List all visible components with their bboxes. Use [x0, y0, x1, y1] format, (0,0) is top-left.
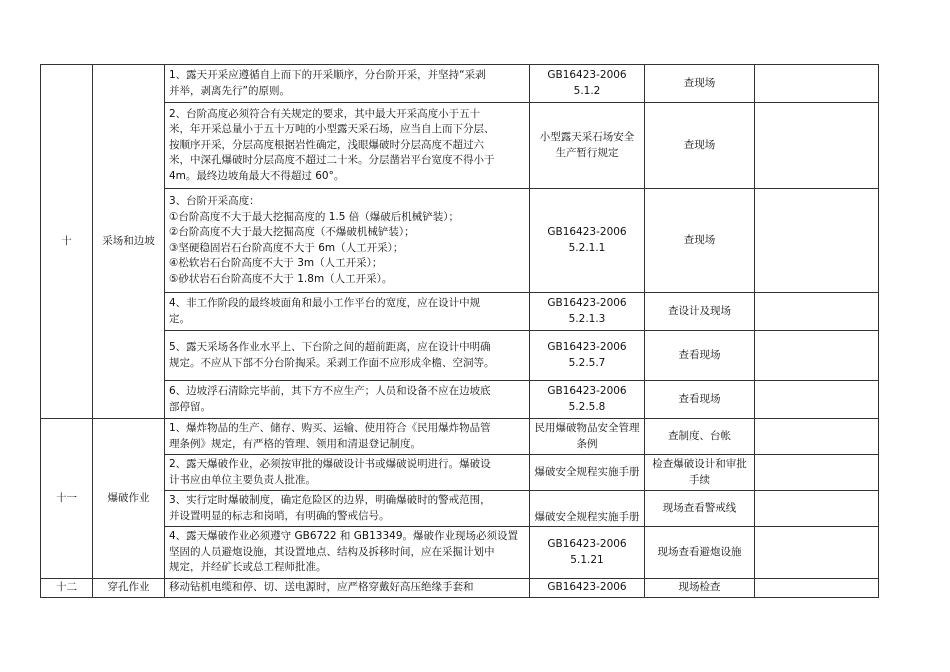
item-remark — [755, 331, 879, 381]
inspection-table — [40, 64, 879, 598]
item-remark — [755, 455, 879, 491]
item-check-method: 查现场 — [645, 65, 755, 103]
table-row — [41, 189, 879, 293]
item-remark — [755, 527, 879, 579]
item-remark — [755, 65, 879, 103]
item-content: 3、实行定时爆破制度，确定危险区的边界，明确爆破时的警戒范围， 并设置明显的标志和岗哨，有明确的警戒信号。 — [165, 491, 530, 527]
item-content: 1、露天开采应遵循自上而下的开采顺序，分台阶开采，并坚持“采剥 并举，剥离先行”的原则。 — [165, 65, 530, 103]
item-content: 6、边坡浮石清除完毕前，其下方不应生产；人员和设备不应在边坡底 部停留。 — [165, 381, 530, 419]
item-content: 5、露天采场各作业水平上、下台阶之间的超前距离，应在设计中明确 规定。不应从下部不分台阶掏采。采剥工作面不应形成伞檐、空洞等。 — [165, 331, 530, 381]
item-remark — [755, 579, 879, 598]
item-check-method: 查看现场 — [645, 331, 755, 381]
table-row — [41, 455, 879, 491]
item-standard: 爆破安全规程实施手册 — [530, 455, 645, 491]
section-number: 十二 — [41, 579, 93, 598]
item-standard: GB16423-2006 5.2.5.8 — [530, 381, 645, 419]
item-standard: GB16423-2006 5.1.2 — [530, 65, 645, 103]
section-category: 采场和边坡 — [93, 65, 165, 419]
item-check-method: 现场查看警戒线 — [645, 491, 755, 527]
item-remark — [755, 189, 879, 293]
item-remark — [755, 293, 879, 331]
table-row — [41, 579, 879, 598]
item-check-method: 查制度、台帐 — [645, 419, 755, 455]
item-standard: 爆破安全规程实施手册 — [530, 491, 645, 527]
table-row — [41, 419, 879, 455]
item-check-method: 查看现场 — [645, 381, 755, 419]
item-standard: GB16423-2006 — [530, 579, 645, 598]
item-remark — [755, 381, 879, 419]
item-content: 3、台阶开采高度： ①台阶高度不大于最大挖掘高度的 1.5 倍（爆破后机械铲装）； ②台阶高度不大于最大挖掘高度（不爆破机械铲装）； ③坚硬稳固岩石台阶高度不大于 6m（人工开采）； ④松软岩石台阶高度不大于 3m（人工开采）； ⑤砂状岩石台阶高度不大于 1.8m（人工开采）。 — [165, 189, 530, 293]
section-number: 十一 — [41, 419, 93, 579]
item-content: 移动钻机电缆和停、切、送电源时，应严格穿戴好高压绝缘手套和 — [165, 579, 530, 598]
table-row — [41, 527, 879, 579]
section-category: 爆破作业 — [93, 419, 165, 579]
section-number: 十 — [41, 65, 93, 419]
item-check-method: 查现场 — [645, 103, 755, 189]
table-row — [41, 491, 879, 527]
item-check-method: 检查爆破设计和审批 手续 — [645, 455, 755, 491]
item-standard: 民用爆破物品安全管理 条例 — [530, 419, 645, 455]
item-remark — [755, 491, 879, 527]
table-row — [41, 65, 879, 103]
item-standard: GB16423-2006 5.2.1.3 — [530, 293, 645, 331]
section-category: 穿孔作业 — [93, 579, 165, 598]
item-content: 4、非工作阶段的最终坡面角和最小工作平台的宽度，应在设计中规 定。 — [165, 293, 530, 331]
item-standard: GB16423-2006 5.2.5.7 — [530, 331, 645, 381]
item-check-method: 查设计及现场 — [645, 293, 755, 331]
item-content: 1、爆炸物品的生产、储存、购买、运输、使用符合《民用爆炸物品管 理条例》规定，有严格的管理、领用和清退登记制度。 — [165, 419, 530, 455]
item-standard: 小型露天采石场安全 生产暂行规定 — [530, 103, 645, 189]
item-content: 2、台阶高度必须符合有关规定的要求，其中最大开采高度小于五十 米，年开采总量小于五十万吨的小型露天采石场，应当自上而下分层、 按顺序开采，分层高度根据岩性确定，浅眼爆破时分层高度不超过六 米，中深孔爆破时分层高度不超过二十米。分层凿岩平台宽度不得小于 4m。最终边坡角最大不得超过 60°。 — [165, 103, 530, 189]
item-check-method: 现场查看避炮设施 — [645, 527, 755, 579]
table-row — [41, 293, 879, 331]
item-check-method: 现场检查 — [645, 579, 755, 598]
table-row — [41, 381, 879, 419]
item-remark — [755, 419, 879, 455]
item-content: 2、露天爆破作业，必须按审批的爆破设计书或爆破说明进行。爆破设 计书应由单位主要负责人批准。 — [165, 455, 530, 491]
table-row — [41, 103, 879, 189]
item-standard: GB16423-2006 5.1.21 — [530, 527, 645, 579]
item-standard: GB16423-2006 5.2.1.1 — [530, 189, 645, 293]
table-row — [41, 331, 879, 381]
item-content: 4、露天爆破作业必须遵守 GB6722 和 GB13349。爆破作业现场必须设置 坚固的人员避炮设施，其设置地点、结构及拆移时间，应在采掘计划中 规定，并经矿长或总工程师批准。 — [165, 527, 530, 579]
item-check-method: 查现场 — [645, 189, 755, 293]
item-remark — [755, 103, 879, 189]
